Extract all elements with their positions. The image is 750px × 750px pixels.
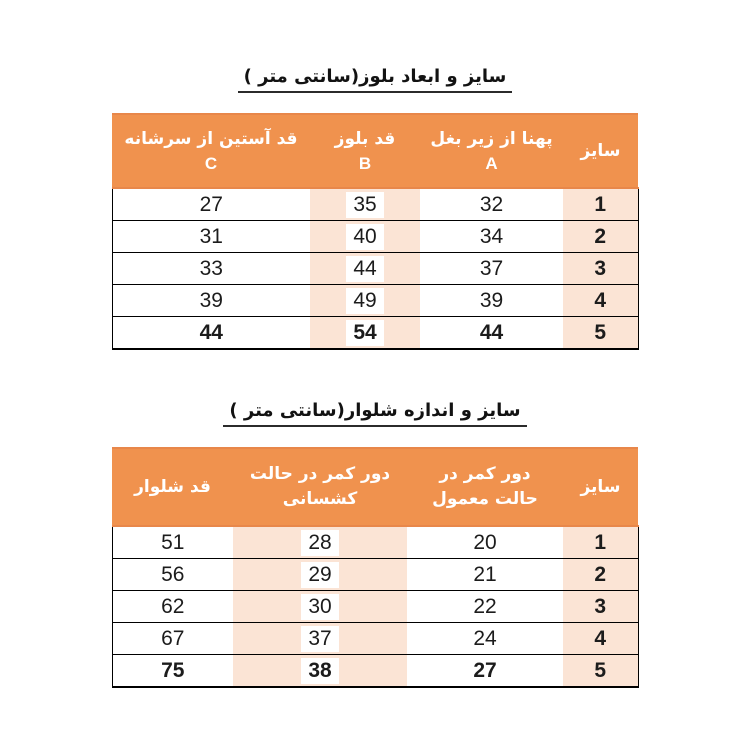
- value-highlight: 49: [346, 288, 384, 314]
- size-cell: 1: [563, 526, 638, 559]
- underarm-width-cell: 44: [420, 317, 563, 350]
- header-label: قد بلوز: [334, 129, 396, 150]
- waist-normal-cell: 27: [407, 655, 563, 688]
- size-cell: 5: [563, 655, 638, 688]
- header-label: سایز: [580, 476, 621, 497]
- header-label: قد آستین از سرشانه: [124, 129, 298, 150]
- header-label: دور کمر در حالت: [249, 464, 391, 485]
- size-cell: 5: [563, 317, 638, 350]
- pants-row-2: [112, 559, 638, 591]
- pants-length-cell: 51: [112, 526, 233, 559]
- blouse-size-table: [112, 113, 639, 350]
- value-highlight: 54: [346, 320, 384, 346]
- pants-header-size: [563, 448, 638, 526]
- waist-normal-cell: 21: [407, 559, 563, 591]
- blouse-length-cell: [310, 285, 420, 317]
- pants-row-5: [112, 655, 638, 688]
- header-letter: A: [485, 153, 498, 173]
- pants-header-row: [112, 448, 638, 526]
- value-highlight: 28: [301, 530, 339, 556]
- header-label: حالت معمول: [432, 489, 538, 509]
- value-highlight: 37: [301, 626, 339, 652]
- underarm-width-cell: 37: [420, 253, 563, 285]
- pants-length-cell: 75: [112, 655, 233, 688]
- value-highlight: 30: [301, 594, 339, 620]
- sleeve-length-cell: 33: [112, 253, 310, 285]
- pants-row-4: [112, 623, 638, 655]
- blouse-section-title: سایز و ابعاد بلوز(سانتی متر ): [238, 66, 513, 93]
- blouse-length-cell: [310, 253, 420, 285]
- size-cell: 2: [563, 559, 638, 591]
- blouse-header-length: [310, 114, 420, 188]
- value-highlight: 40: [346, 224, 384, 250]
- waist-stretched-cell: [233, 591, 407, 623]
- underarm-width-cell: 32: [420, 188, 563, 221]
- blouse-length-cell: [310, 188, 420, 221]
- blouse-header-underarm-width: [420, 114, 563, 188]
- blouse-header-size: [563, 114, 638, 188]
- size-cell: 2: [563, 221, 638, 253]
- waist-stretched-cell: [233, 655, 407, 688]
- header-label: کشسانی: [282, 489, 358, 509]
- sleeve-length-cell: 27: [112, 188, 310, 221]
- blouse-row-2: [112, 221, 638, 253]
- waist-stretched-cell: [233, 526, 407, 559]
- blouse-row-4: [112, 285, 638, 317]
- size-cell: 1: [563, 188, 638, 221]
- pants-title-wrap: [0, 350, 750, 427]
- blouse-title-wrap: [0, 0, 750, 93]
- pants-row-1: [112, 526, 638, 559]
- header-label: دور کمر در: [439, 464, 531, 485]
- sleeve-length-cell: 44: [112, 317, 310, 350]
- waist-stretched-cell: [233, 623, 407, 655]
- value-highlight: 35: [346, 192, 384, 218]
- blouse-length-cell: [310, 221, 420, 253]
- underarm-width-cell: 34: [420, 221, 563, 253]
- blouse-header-row: [112, 114, 638, 188]
- size-cell: 4: [563, 623, 638, 655]
- blouse-row-3: [112, 253, 638, 285]
- pants-length-cell: 56: [112, 559, 233, 591]
- pants-section-title: سایز و اندازه شلوار(سانتی متر ): [223, 400, 526, 427]
- header-label: سایز: [580, 140, 621, 161]
- pants-row-3: [112, 591, 638, 623]
- value-highlight: 38: [301, 658, 339, 684]
- blouse-row-1: [112, 188, 638, 221]
- header-letter: B: [358, 153, 372, 173]
- blouse-row-5: [112, 317, 638, 350]
- waist-normal-cell: 24: [407, 623, 563, 655]
- header-label: قد شلوار: [134, 476, 211, 497]
- pants-header-length: [112, 448, 233, 526]
- pants-length-cell: 62: [112, 591, 233, 623]
- sleeve-length-cell: 31: [112, 221, 310, 253]
- blouse-length-cell: [310, 317, 420, 350]
- waist-stretched-cell: [233, 559, 407, 591]
- header-label: پهنا از زیر بغل: [430, 129, 553, 150]
- size-cell: 3: [563, 591, 638, 623]
- blouse-header-sleeve-length: [112, 114, 310, 188]
- size-cell: 4: [563, 285, 638, 317]
- value-highlight: 44: [346, 256, 384, 282]
- waist-normal-cell: 22: [407, 591, 563, 623]
- pants-size-table: [112, 447, 639, 688]
- underarm-width-cell: 39: [420, 285, 563, 317]
- pants-header-waist-normal: [407, 448, 563, 526]
- pants-header-waist-stretched: [233, 448, 407, 526]
- sleeve-length-cell: 39: [112, 285, 310, 317]
- waist-normal-cell: 20: [407, 526, 563, 559]
- value-highlight: 29: [301, 562, 339, 588]
- pants-length-cell: 67: [112, 623, 233, 655]
- header-letter: C: [204, 153, 218, 173]
- size-cell: 3: [563, 253, 638, 285]
